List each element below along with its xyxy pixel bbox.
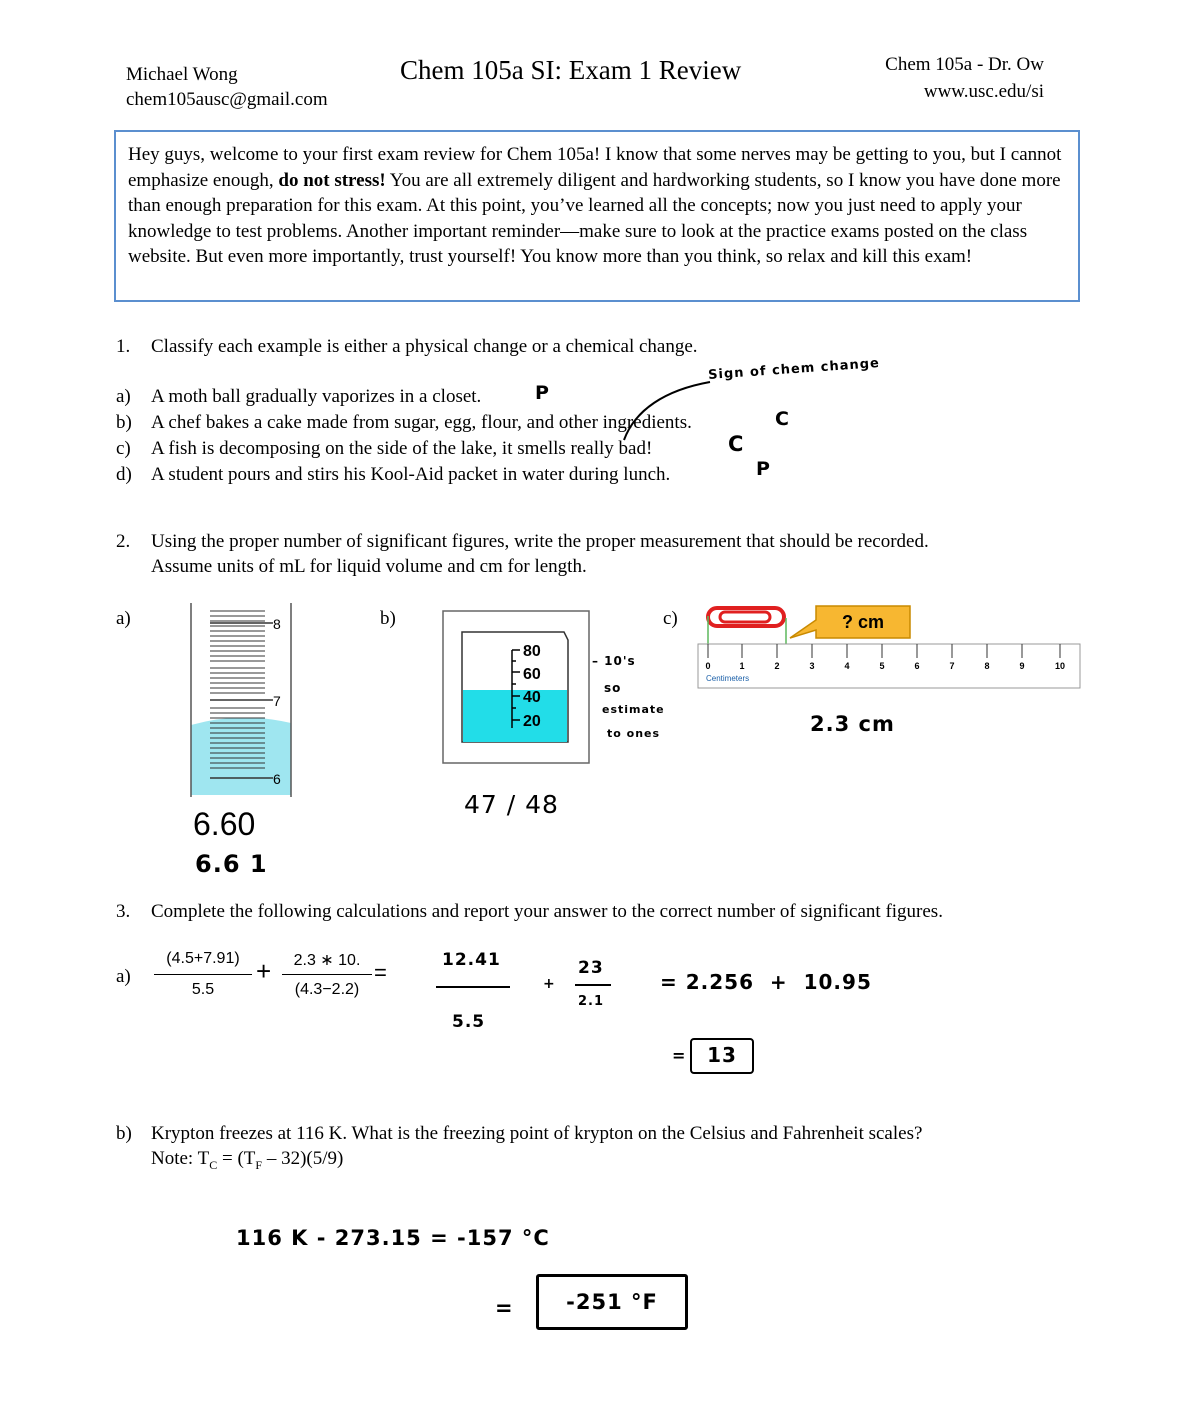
q3a-equals: = bbox=[374, 960, 387, 985]
q1-item-answer: C bbox=[775, 408, 790, 430]
q1-item-answer: P bbox=[535, 382, 550, 404]
note-text: – 32)(5/9) bbox=[262, 1148, 344, 1169]
ruler-tick-label: 4 bbox=[844, 661, 850, 671]
q2-prompt-line1: Using the proper number of significant figures, write the proper measurement that should be recorded. bbox=[151, 531, 929, 552]
q3a-work-den2: 2.1 bbox=[578, 994, 605, 1009]
q1-number: 1. bbox=[116, 336, 131, 357]
q3-number: 3. bbox=[116, 901, 131, 922]
q3b-work-line1: 116 K - 273.15 = -157 °C bbox=[236, 1226, 550, 1250]
cylinder-tick-label: 6 bbox=[273, 771, 281, 787]
ruler-tick-label: 10 bbox=[1054, 661, 1066, 671]
q2a-answer-1: 6.60 bbox=[193, 806, 256, 842]
q2b-note-line1: – 10's bbox=[592, 654, 636, 668]
q2b-answer: 47 / 48 bbox=[464, 790, 559, 819]
paperclip bbox=[708, 608, 784, 626]
q3a-work-result: 13 bbox=[690, 1038, 754, 1074]
ruler-tick-label: 1 bbox=[739, 661, 745, 671]
beaker-figure bbox=[442, 610, 592, 766]
intro-text-start: Hey guys, welcome to your first exam review for Chem 105a! I know that some nerves may be getting to you, but I cannot emphasize enough, bbox=[128, 144, 1062, 191]
q3a-work-num2: 23 bbox=[578, 958, 604, 978]
q3a-frac1-denominator: 5.5 bbox=[191, 981, 215, 998]
ruler-figure bbox=[696, 602, 1084, 690]
q1-item-answer: C bbox=[728, 432, 745, 456]
cylinder-tick-label: 7 bbox=[273, 693, 281, 709]
q1-prompt: Classify each example is either a physical change or a chemical change. bbox=[151, 336, 698, 357]
q1-arrow-annotation bbox=[610, 370, 720, 450]
page-title: Chem 105a SI: Exam 1 Review bbox=[400, 55, 742, 85]
ruler-tick-label: 2 bbox=[774, 661, 780, 671]
intro-text-end: You are all extremely diligent and hardworking students, so I know you have done more than enough preparation for this exam. At this point, you’ve learned all the concepts; now you just need to apply your knowledge to test problems. Another important reminder—make sure to look at the practice exams posted on the class website. But even more importantly, trust yourself! You know more than you think, so relax and kill this exam! bbox=[128, 169, 1061, 267]
q2-prompt-line2: Assume units of mL for liquid volume and cm for length. bbox=[151, 556, 587, 577]
graduated-cylinder bbox=[185, 603, 295, 799]
intro-bold: do not stress! bbox=[278, 169, 386, 191]
q3a-frac2-denominator: (4.3−2.2) bbox=[294, 981, 360, 998]
q2c-answer: 2.3 cm bbox=[810, 712, 895, 736]
course-website: www.usc.edu/si bbox=[923, 81, 1044, 102]
ruler-unit-label: Centimeters bbox=[706, 674, 750, 683]
q1-item-text: A student pours and stirs his Kool-Aid packet in water during lunch. bbox=[151, 464, 671, 485]
q2-number: 2. bbox=[116, 531, 131, 552]
ruler-callout: ? cm bbox=[841, 612, 885, 632]
ruler-tick-label: 7 bbox=[949, 661, 955, 671]
q3a-work-den1: 5.5 bbox=[452, 1012, 486, 1032]
q2b-label: b) bbox=[380, 608, 396, 629]
q3a-work-step: = 2.256 + 10.95 bbox=[660, 970, 872, 994]
q3a-plus: + bbox=[256, 956, 272, 986]
fraction-bar bbox=[282, 974, 372, 975]
ruler-tick-label: 9 bbox=[1019, 661, 1025, 671]
ruler-tick-label: 8 bbox=[984, 661, 990, 671]
q3a-work-plus: + bbox=[543, 976, 556, 992]
q3b-note bbox=[151, 1146, 343, 1173]
q2a-label: a) bbox=[116, 608, 131, 629]
q1-item-label: b) bbox=[116, 412, 132, 433]
note-subscript: F bbox=[255, 1157, 263, 1172]
intro-box bbox=[114, 130, 1080, 302]
beaker-tick-label: 40 bbox=[523, 689, 541, 706]
beaker-liquid bbox=[463, 690, 567, 742]
q2b-note-line2: so bbox=[604, 681, 622, 695]
q1-item-text: A moth ball gradually vaporizes in a closet. bbox=[151, 386, 482, 407]
q3a-label: a) bbox=[116, 966, 131, 987]
q3b-prompt: Krypton freezes at 116 K. What is the freezing point of krypton on the Celsius and Fahrenheit scales? bbox=[151, 1123, 923, 1144]
q3a-frac2-numerator: 2.3 ∗ 10. bbox=[293, 952, 361, 969]
beaker-tick-label: 20 bbox=[523, 713, 541, 730]
author-name: Michael Wong bbox=[126, 64, 238, 85]
q1-item-answer: P bbox=[756, 458, 771, 480]
fraction-bar bbox=[575, 984, 611, 986]
fraction-bar bbox=[154, 974, 252, 975]
author-email: chem105ausc@gmail.com bbox=[126, 89, 328, 110]
note-text: Note: T bbox=[151, 1148, 210, 1169]
note-text: = (T bbox=[217, 1148, 256, 1169]
beaker-tick-label: 60 bbox=[523, 666, 541, 683]
q3a-work-result-eq: = bbox=[672, 1046, 687, 1065]
q1-item-text: A fish is decomposing on the side of the lake, it smells really bad! bbox=[151, 438, 653, 459]
q3-prompt: Complete the following calculations and report your answer to the correct number of significant figures. bbox=[151, 901, 943, 922]
q1-item-label: d) bbox=[116, 464, 132, 485]
q1-item-text: A chef bakes a cake made from sugar, egg, flour, and other ingredients. bbox=[151, 412, 692, 433]
q3b-label: b) bbox=[116, 1123, 132, 1144]
q2b-note-line4: to ones bbox=[607, 727, 661, 740]
ruler-tick-label: 5 bbox=[879, 661, 885, 671]
beaker-tick-label: 80 bbox=[523, 643, 541, 660]
cylinder-tick-label: 8 bbox=[273, 616, 281, 632]
q1-item-label: c) bbox=[116, 438, 131, 459]
q3a-frac1-numerator: (4.5+7.91) bbox=[166, 950, 240, 967]
q2b-note-line3: estimate bbox=[602, 703, 665, 716]
q1-handwritten-note: Sign of chem change bbox=[707, 356, 881, 383]
ruler-tick-label: 3 bbox=[809, 661, 815, 671]
q1-item-label: a) bbox=[116, 386, 131, 407]
q2a-answer-2: 6.6 1 bbox=[195, 850, 268, 878]
course-name: Chem 105a - Dr. Ow bbox=[885, 54, 1044, 75]
q3a-work-num1: 12.41 bbox=[442, 950, 501, 970]
q3b-work-equals: = bbox=[495, 1296, 514, 1320]
note-subscript: C bbox=[209, 1157, 218, 1172]
q3b-work-answer: -251 °F bbox=[536, 1274, 688, 1330]
fraction-bar bbox=[436, 986, 510, 988]
q2c-label: c) bbox=[663, 608, 678, 629]
ruler-tick-label: 6 bbox=[914, 661, 920, 671]
ruler-tick-label: 0 bbox=[705, 661, 711, 671]
